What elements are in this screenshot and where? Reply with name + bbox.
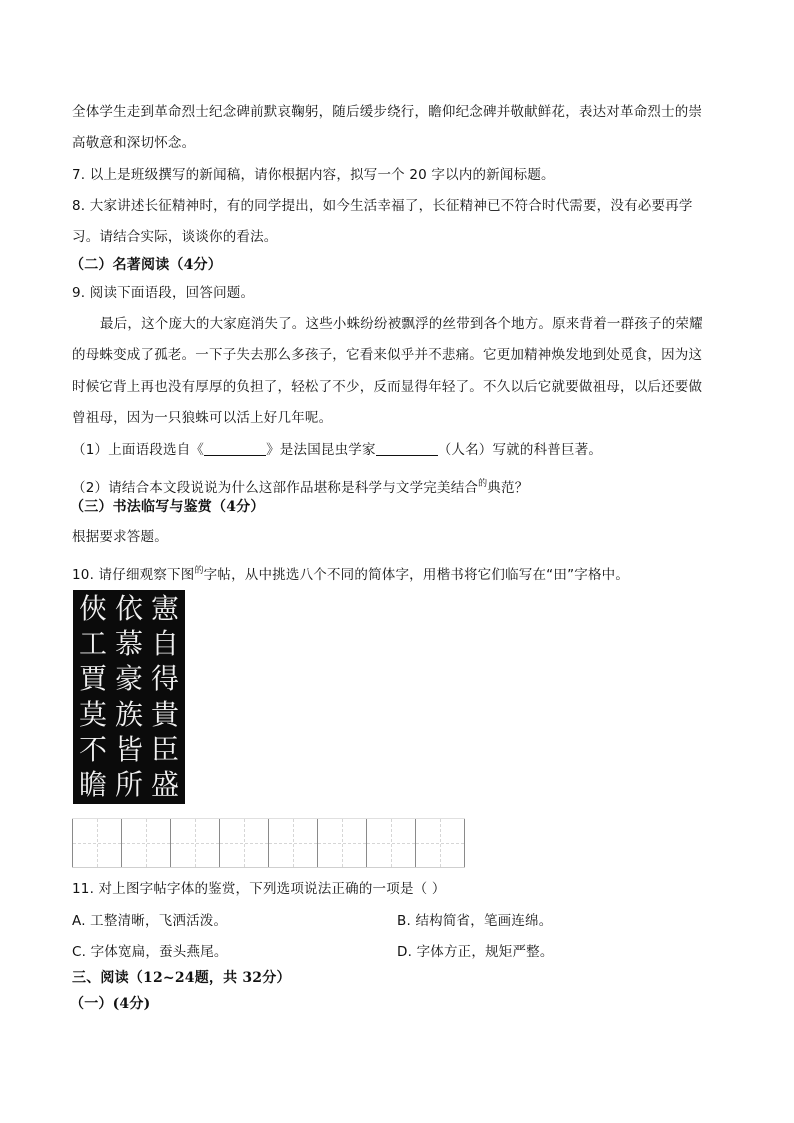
calligraphy-char: 慕 [114,627,143,661]
option-a[interactable]: A. 工整清晰，飞洒活泼。 [72,913,228,929]
question-9-prompt: 9. 阅读下面语段，回答问题。 [72,285,255,301]
calligraphy-char: 賈 [78,662,107,696]
calligraphy-char: 盛 [150,767,179,801]
section-heading-classics: （二）名著阅读（4分） [70,257,222,273]
question-9-2-prefix: （2）请结合本文段说说为什么这部作品堪称是科学与文学完美结合 [72,480,479,496]
question-9-1-prefix: （1）上面语段选自《 [72,442,205,458]
option-c[interactable]: C. 字体宽扁，蚕头燕尾。 [72,944,228,960]
calligraphy-char: 莫 [78,697,107,731]
calligraphy-rubbing-image [73,590,185,804]
question-11-stem: 11. 对上图字帖字体的鉴赏，下列选项说法正确的一项是（ ） [72,881,446,897]
question-8-line-2: 习。请结合实际，谈谈你的看法。 [72,229,278,245]
question-9-2 [72,475,528,497]
excerpt-line-3: 时候它背上再也没有厚厚的负担了，轻松了不少，反而显得年轻了。不久以后它就要做祖母，以后还要做 [72,379,703,395]
tian-grid-cell-4[interactable] [219,819,268,867]
option-d[interactable]: D. 字体方正，规矩严整。 [397,944,554,960]
book-title-blank[interactable] [204,441,266,456]
calligraphy-char: 工 [78,627,107,661]
calligraphy-char: 不 [78,732,107,766]
tian-grid-cell-3[interactable] [170,819,219,867]
question-10-prefix: 10. 请仔细观察下图 [72,567,195,583]
calligraphy-char: 貴 [150,697,179,731]
calligraphy-char: 瞻 [78,767,107,801]
calligraphy-char: 豪 [114,662,143,696]
calligraphy-char: 族 [114,697,143,731]
calligraphy-char: 臣 [150,732,179,766]
question-9-1-middle: 》是法国昆虫学家 [266,442,376,458]
calligraphy-column-3 [76,592,110,802]
author-name-blank[interactable] [376,441,438,456]
calligraphy-char: 所 [114,767,143,801]
calligraphy-column-1 [148,592,182,802]
superscript-de: 的 [194,566,204,576]
question-9-1 [72,441,602,459]
tian-grid-cell-7[interactable] [366,819,415,867]
passage-line-2: 高敬意和深切怀念。 [72,135,196,151]
tian-grid-cell-5[interactable] [268,819,317,867]
calligraphy-char: 自 [150,627,179,661]
tian-grid-cell-2[interactable] [121,819,170,867]
section-heading-calligraphy: （三）书法临写与鉴赏（4分） [70,499,265,515]
excerpt-line-1: 最后，这个庞大的大家庭消失了。这些小蛛纷纷被飘浮的丝带到各个地方。原来背着一群孩子的荣耀 [100,316,703,332]
option-b[interactable]: B. 结构简省，笔画连绵。 [397,913,553,929]
calligraphy-char: 得 [150,662,179,696]
tian-grid-cell-8[interactable] [415,819,465,867]
tian-grid-cell-1[interactable] [72,819,121,867]
question-7: 7. 以上是班级撰写的新闻稿，请你根据内容，拟写一个 20 字以内的新闻标题。 [72,167,555,183]
tian-character-grid [72,818,465,868]
calligraphy-instruction: 根据要求答题。 [72,529,168,545]
calligraphy-column-2 [112,592,146,802]
question-8-line-1: 8. 大家讲述长征精神时，有的同学提出，如今生活幸福了，长征精神已不符合时代需要，没有必要再学 [72,198,693,214]
excerpt-line-4: 曾祖母，因为一只狼蛛可以活上好几年呢。 [72,410,333,426]
superscript-de: 的 [478,479,488,489]
question-9-2-suffix: 典范？ [487,480,529,496]
calligraphy-char: 皆 [114,732,143,766]
calligraphy-char: 俠 [78,592,107,625]
question-10 [72,562,629,584]
excerpt-line-2: 的母蛛变成了孤老。一下子失去那么多孩子，它看来似乎并不悲痛。它更加精神焕发地到处觅食，因为这 [72,347,703,363]
calligraphy-char: 依 [114,592,143,625]
question-10-suffix: 字帖，从中挑选八个不同的简体字，用楷书将它们临写在“田”字格中。 [203,567,630,583]
part-heading-reading: 三、阅读（12~24题，共 32分） [72,970,291,986]
tian-grid-cell-6[interactable] [317,819,366,867]
calligraphy-char: 憲 [150,592,179,625]
sub-section-heading-1: （一）(4分) [70,996,151,1012]
passage-line-1: 全体学生走到革命烈士纪念碑前默哀鞠躬，随后缓步绕行，瞻仰纪念碑并敬献鲜花，表达对革命烈士的崇 [72,104,703,120]
question-9-1-suffix: （人名）写就的科普巨著。 [437,442,603,458]
